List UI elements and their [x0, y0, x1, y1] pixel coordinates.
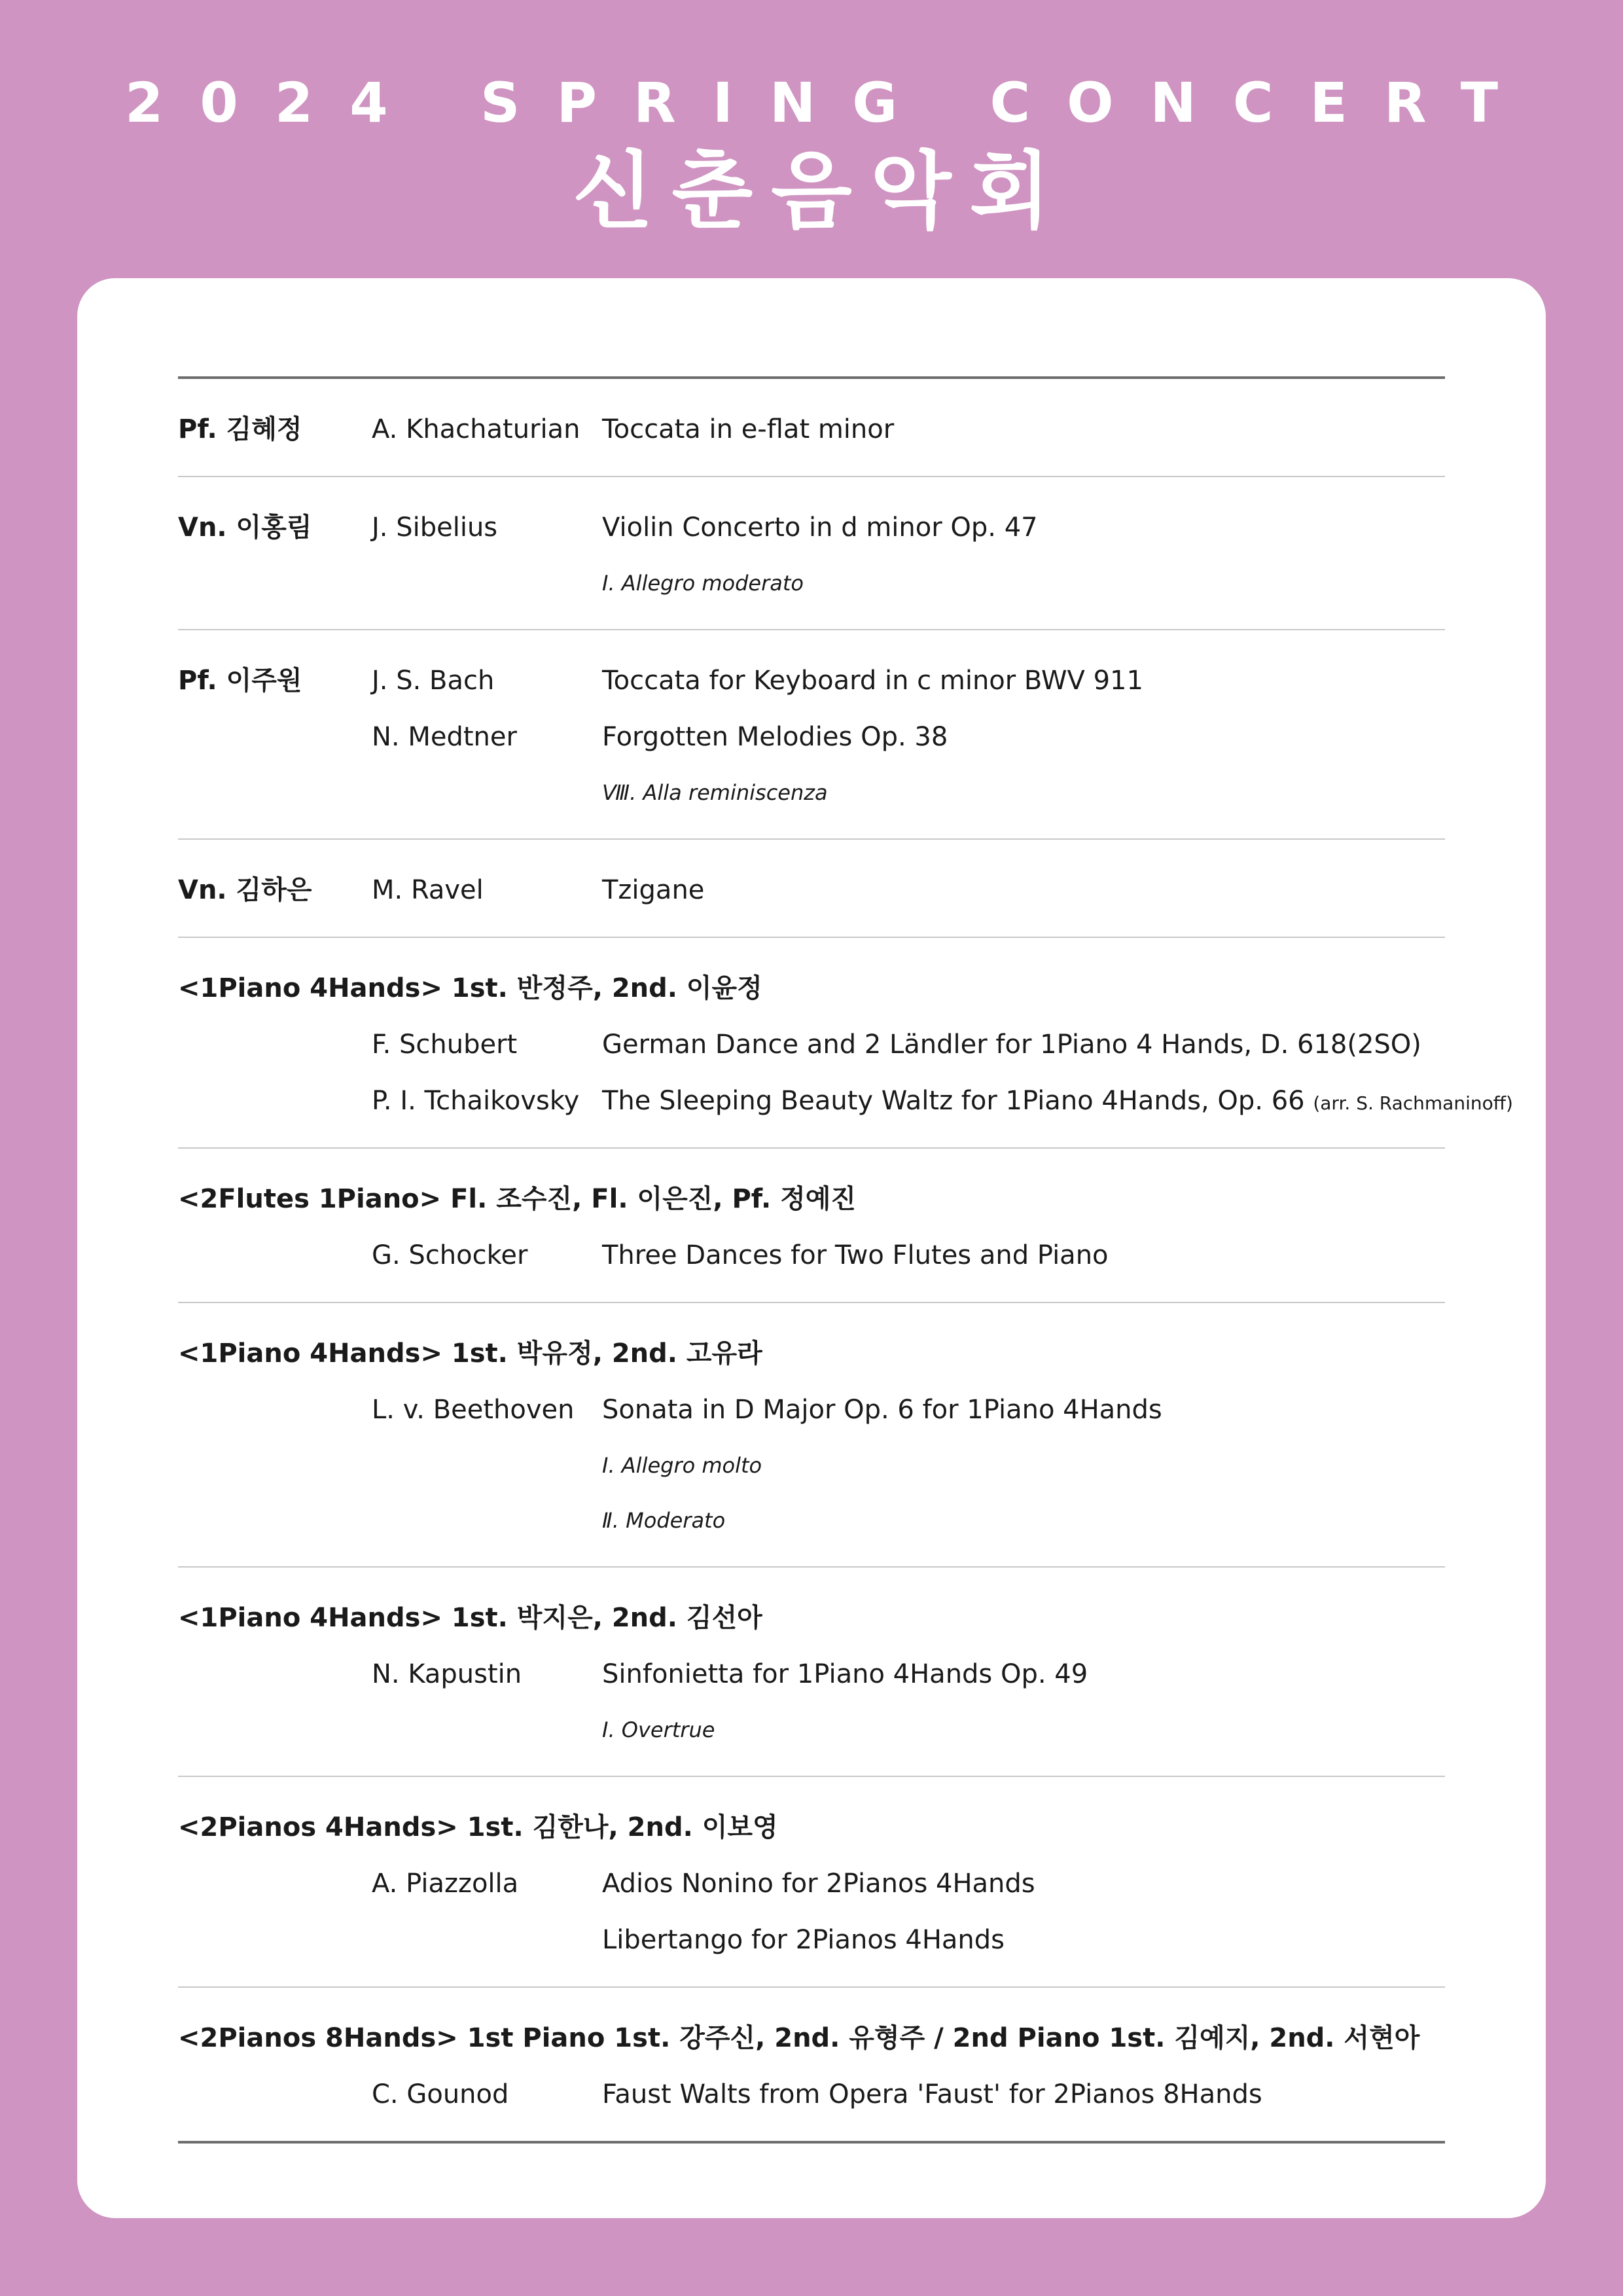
work-title-cell — [602, 401, 1445, 457]
work-row — [178, 653, 1445, 709]
work-title-cell — [602, 653, 1445, 709]
program-item — [178, 1777, 1445, 1988]
program-item — [178, 477, 1445, 630]
work-row — [178, 709, 1445, 765]
program-card — [77, 278, 1546, 2218]
program-item — [178, 630, 1445, 840]
ensemble-heading: <2Pianos 8Hands> 1st Piano 1st. 강주신, 2nd. 유형주 / 2nd Piano 1st. 김예지, 2nd. 서현아 — [178, 2023, 1420, 2053]
work-title-cell — [602, 1912, 1445, 1968]
work-title-cell — [602, 1073, 1513, 1132]
performer-name: Pf. 김혜정 — [178, 414, 302, 444]
ensemble-heading: <1Piano 4Hands> 1st. 박지은, 2nd. 김선아 — [178, 1603, 762, 1633]
work-title-cell — [602, 709, 1445, 765]
work-title-cell — [602, 499, 1445, 556]
movement-name: Ⅰ. Allegro molto — [602, 1453, 762, 1478]
performer-name: Vn. 김하은 — [178, 875, 312, 905]
movement-name: Ⅷ. Alla reminiscenza — [602, 780, 828, 805]
work-row — [178, 1856, 1445, 1912]
composer-name: N. Medtner — [372, 722, 517, 752]
work-title-cell — [602, 1646, 1445, 1702]
work-title: Libertango for 2Pianos 4Hands — [602, 1925, 1005, 1955]
ensemble-heading: <1Piano 4Hands> 1st. 박유정, 2nd. 고유라 — [178, 1338, 762, 1369]
arrangement-note: (arr. S. Rachmaninoff) — [1313, 1092, 1513, 1114]
work-title: Sonata in D Major Op. 6 for 1Piano 4Hands — [602, 1395, 1162, 1425]
work-row — [178, 1227, 1445, 1283]
work-title-cell — [602, 1016, 1445, 1073]
work-title: The Sleeping Beauty Waltz for 1Piano 4Hands, Op. 66 — [602, 1086, 1305, 1116]
work-title: Three Dances for Two Flutes and Piano — [602, 1240, 1109, 1270]
movement-name: Ⅰ. Overtrue — [602, 1717, 715, 1742]
program-item — [178, 840, 1445, 938]
work-title-cell — [602, 1227, 1445, 1283]
program-item — [178, 938, 1513, 1149]
performer-name: Vn. 이홍림 — [178, 512, 312, 543]
work-title: Forgotten Melodies Op. 38 — [602, 722, 948, 752]
program-item — [178, 1568, 1445, 1777]
work-row — [178, 1073, 1513, 1129]
composer-name: F. Schubert — [372, 1030, 518, 1060]
poster-header — [0, 0, 1623, 275]
work-title-cell — [602, 862, 1445, 918]
work-row — [178, 1646, 1445, 1702]
composer-name: C. Gounod — [372, 2079, 509, 2109]
work-title: Toccata in e-flat minor — [602, 414, 895, 444]
movement-name: Ⅱ. Moderato — [602, 1508, 726, 1533]
work-title: German Dance and 2 Ländler for 1Piano 4 Hands, D. 618(2SO) — [602, 1030, 1421, 1060]
composer-name: A. Piazzolla — [372, 1869, 519, 1899]
work-title-cell — [602, 1856, 1445, 1912]
work-title: Adios Nonino for 2Pianos 4Hands — [602, 1869, 1035, 1899]
program-item — [178, 1988, 1445, 2141]
work-row — [178, 499, 1445, 556]
ensemble-heading: <1Piano 4Hands> 1st. 반정주, 2nd. 이윤정 — [178, 973, 762, 1003]
work-row — [178, 401, 1445, 457]
composer-name: M. Ravel — [372, 875, 484, 905]
performer-name: Pf. 이주원 — [178, 666, 302, 696]
concert-title-korean: 신춘음악회 — [572, 143, 1069, 240]
work-row — [178, 1912, 1445, 1968]
work-row — [178, 2066, 1445, 2123]
composer-name: N. Kapustin — [372, 1659, 522, 1689]
composer-name: P. I. Tchaikovsky — [372, 1086, 580, 1116]
work-title-cell — [602, 1382, 1445, 1438]
work-title: Toccata for Keyboard in c minor BWV 911 — [602, 666, 1143, 696]
work-title: Tzigane — [602, 875, 705, 905]
work-title: Faust Walts from Opera 'Faust' for 2Pianos 8Hands — [602, 2079, 1262, 2109]
work-title-cell — [602, 2066, 1445, 2123]
work-row — [178, 1016, 1445, 1073]
program-list — [178, 376, 1513, 2144]
composer-name: J. Sibelius — [372, 512, 498, 543]
program-item — [178, 1149, 1445, 1303]
composer-name: L. v. Beethoven — [372, 1395, 575, 1425]
movement-name: Ⅰ. Allegro moderato — [602, 571, 804, 596]
ensemble-heading: <2Flutes 1Piano> Fl. 조수진, Fl. 이은진, Pf. 정예진 — [178, 1184, 857, 1214]
work-row — [178, 862, 1445, 918]
composer-name: J. S. Bach — [372, 666, 495, 696]
composer-name: A. Khachaturian — [372, 414, 580, 444]
program-item — [178, 379, 1445, 477]
program-item — [178, 1303, 1445, 1568]
work-title: Sinfonietta for 1Piano 4Hands Op. 49 — [602, 1659, 1088, 1689]
composer-name: G. Schocker — [372, 1240, 528, 1270]
work-row — [178, 1382, 1445, 1438]
ensemble-heading: <2Pianos 4Hands> 1st. 김한나, 2nd. 이보영 — [178, 1812, 778, 1842]
work-title: Violin Concerto in d minor Op. 47 — [602, 512, 1038, 543]
concert-title-english: 2024 SPRING CONCERT — [124, 71, 1535, 135]
